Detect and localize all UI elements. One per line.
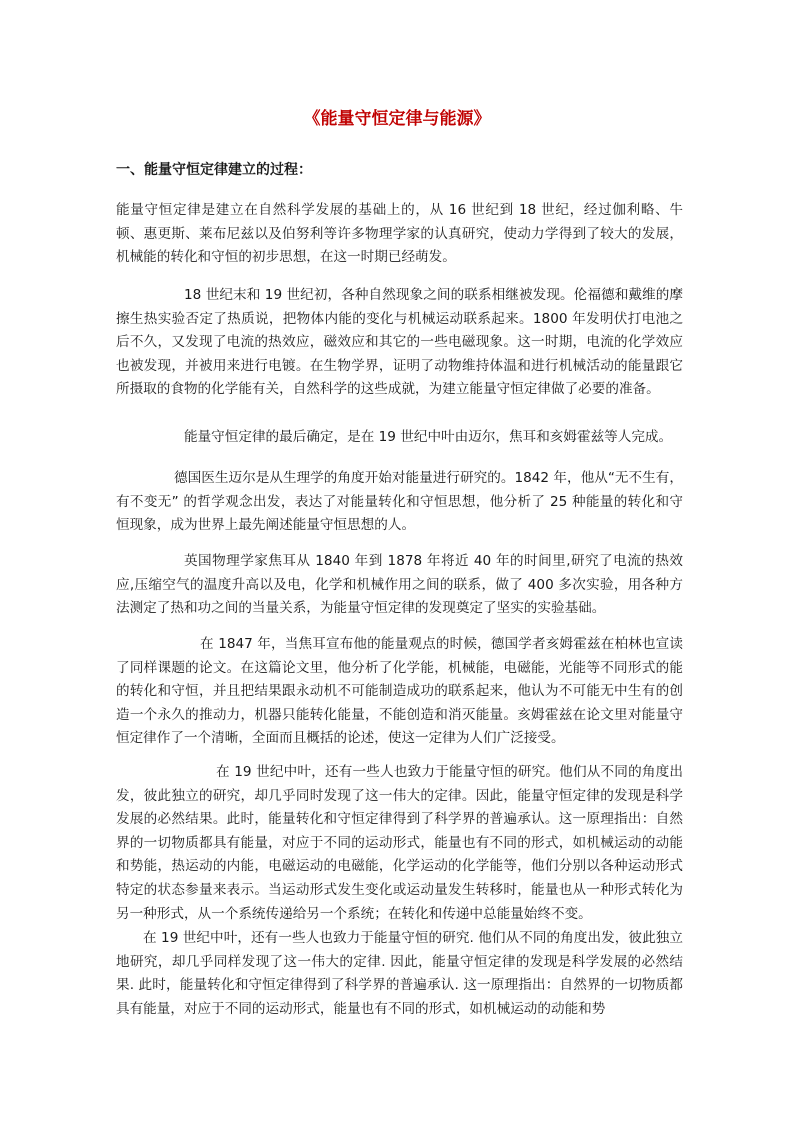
paragraph-1: 能量守恒定律是建立在自然科学发展的基础上的，从 16 世纪到 18 世纪，经过伽利略、牛顿、惠更斯、莱布尼兹以及伯努利等许多物理学家的认真研究，使动力学得到了较大的发展，机械能的转化和守恒的初步思想，在这一时期已经萌发。 [116,202,683,266]
paragraph-3: 能量守恒定律的最后确定，是在 19 世纪中叶由迈尔，焦耳和亥姆霍兹等人完成。 [184,429,673,445]
paragraph-8: 在 19 世纪中叶，还有一些人也致力于能量守恒的研究. 他们从不同的角度出发，彼此独立地研究，却几乎同样发现了这一伟大的定律. 因此，能量守恒定律的发现是科学发展的必然结果. 此时，能量转化和守恒定律得到了科学界的普遍承认. 这一原理指出：自然界的一切物质都具有能量，对应于不同的运动形式，能量也有不同的形式，如机械运动的动能和势 [116,930,683,1017]
paragraph-4: 德国医生迈尔是从生理学的角度开始对能量进行研究的。1842 年，他从“无不生有，有不变无” 的哲学观念出发，表达了对能量转化和守恒思想，他分析了 25 种能量的转化和守恒现象，成为世界上最先阐述能量守恒思想的人。 [116,470,683,534]
document-title: 《能量守恒定律与能源》 [303,109,491,129]
paragraph-6: 在 1847 年，当焦耳宣布他的能量观点的时候，德国学者亥姆霍兹在柏林也宣读了同样课题的论文。在这篇论文里，他分析了化学能，机械能，电磁能，光能等不同形式的能的转化和守恒，并且把结果跟永动机不可能制造成功的联系起来，他认为不可能无中生有的创造一个永久的推动力，机器只能转化能量，不能创造和消灭能量。亥姆霍兹在论文里对能量守恒定律作了一个清晰，全面而且概括的论述，使这一定律为人们广泛接受。 [116,636,683,747]
paragraph-5: 英国物理学家焦耳从 1840 年到 1878 年将近 40 年的时间里,研究了电流的热效应,压缩空气的温度升高以及电，化学和机械作用之间的联系，做了 400 多次实验，用各种方法测定了热和功之间的当量关系，为能量守恒定律的发现奠定了坚实的实验基础。 [116,553,683,617]
paragraph-7: 在 19 世纪中叶，还有一些人也致力于能量守恒的研究。他们从不同的角度出发，彼此独立的研究，却几乎同时发现了这一伟大的定律。因此，能量守恒定律的发现是科学发展的必然结果。此时，能量转化和守恒定律得到了科学界的普遍承认。这一原理指出：自然界的一切物质都具有能量，对应于不同的运动形式，能量也有不同的形式，如机械运动的动能和势能，热运动的内能，电磁运动的电磁能，化学运动的化学能等，他们分别以各种运动形式特定的状态参量来表示。当运动形式发生变化或运动量发生转移时，能量也从一种形式转化为另一种形式，从一个系统传递给另一个系统；在转化和传递中总能量始终不变。 [116,764,683,922]
section-heading: 一、能量守恒定律建立的过程： [116,162,312,178]
paragraph-2: 18 世纪末和 19 世纪初，各种自然现象之间的联系相继被发现。伦福德和戴维的摩擦生热实验否定了热质说，把物体内能的变化与机械运动联系起来。1800 年发明伏打电池之后不久，又发现了电流的热效应，磁效应和其它的一些电磁现象。这一时期，电流的化学效应也被发现，并被用来进行电镀。在生物学界，证明了动物维持体温和进行机械活动的能量跟它所摄取的食物的化学能有关，自然科学的这些成就，为建立能量守恒定律做了必要的准备。 [116,287,683,398]
